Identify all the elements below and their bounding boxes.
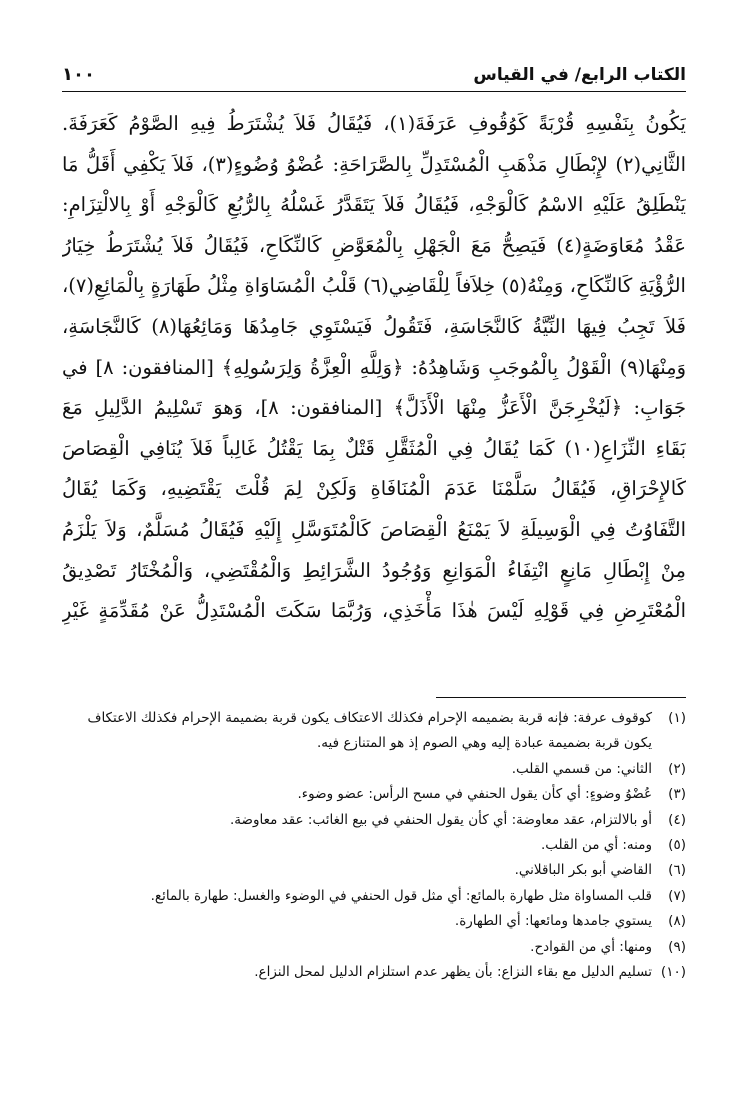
- footnote-number: (٩): [668, 938, 686, 955]
- footnote: [62, 935, 686, 960]
- footnote-text: الثاني: من قسمي القلب.: [511, 760, 652, 777]
- footnote: [62, 706, 686, 757]
- footnote-number: (١): [668, 710, 686, 726]
- text-line: مِنْ إِبْطَالِ مَانِعٍ انْتِفَاءُ الْمَوَانِعِ وَوُجُودُ الشَّرَائِطِ وَالْمُقْتَضِي، وَالْمُخْتَارُ تَصْدِيقُ: [62, 558, 686, 582]
- text-line: التَّفَاوُتُ فِي الْوَسِيلَةِ لاَ يَمْنَعُ الْقِصَاصَ كَالْمُتَوَسَّلِ إِلَيْهِ فَيُقَالُ مُسَلَّمٌ، وَلاَ يَلْزَمُ: [62, 517, 686, 541]
- text-line: الرُّؤْيَةِ كَالنِّكَاحِ، وَمِنْهُ(٥) خِلاَفاً لِلْقَاضِي(٦) قَلْبُ الْمُسَاوَاةِ مِثْلُ طَهَارَةٍ بِالْمَائِعِ(٧)،: [62, 274, 686, 298]
- footnote: [62, 782, 686, 807]
- footnote: [62, 858, 686, 883]
- footnote: [62, 808, 686, 833]
- footnote-text: كوقوف عرفة: فإنه قربة بضميمه الإحرام فكذلك الاعتكاف يكون قربة بضميمة الإحرام فكذلك الاعتكاف يكون قربة بضميمة عبادة إليه وهي الصوم إذ هو المتنازع فيه.: [87, 710, 652, 752]
- text-line: وَمِنْهَا(٩) الْقَوْلُ بِالْمُوجَبِ وَشَاهِدُهُ: ﴿وَلِلَّهِ الْعِزَّةُ وَلِرَسُولِهِ﴾ [المنافقون: ٨] في: [62, 355, 686, 379]
- running-header: [62, 52, 686, 92]
- footnote-number: (٧): [668, 887, 686, 904]
- footnote-number: (٢): [668, 760, 686, 777]
- footnote-text: ومنها: أي من القوادح.: [530, 938, 652, 955]
- text-line: يَنْطَلِقُ عَلَيْهِ الاسْمُ كَالْوَجْهِ، فَيُقَالُ فَلاَ يَتَقَدَّرُ غَسْلُهُ بِالرُّبُعِ كَالْوَجْهِ أَوْ بِالالْتِزَامِ:: [62, 193, 686, 217]
- footnote-text: ومنه: أي من القلب.: [540, 837, 652, 854]
- text-line: يَكُونُ بِنَفْسِهِ قُرْبَةً كَوُقُوفِ عَرَفَةَ(١)، فَيُقَالُ فَلاَ يُشْتَرَطُ فِيهِ الصَّوْمُ كَعَرَفَةَ.: [62, 112, 686, 135]
- text-line: كَالإِحْرَاقِ، فَيُقَالُ سَلَّمْنَا عَدَمَ الْمُنَافَاةِ وَلَكِنْ لِمَ قُلْتَ يَقْتَضِيهِ، وَكَمَا يُقَالُ: [62, 477, 686, 501]
- footnote: [62, 757, 686, 782]
- footnote: [62, 833, 686, 858]
- text-line: عَقْدُ مُعَاوَضَةٍ(٤) فَيَصِحُّ مَعَ الْجَهْلِ بِالْمُعَوَّضِ كَالنِّكَاحِ، فَيُقَالُ فَلاَ يُشْتَرَطُ خِيَارُ: [62, 233, 686, 257]
- footnote: [62, 884, 686, 909]
- footnote-number: (١٠): [660, 964, 686, 981]
- footnote-text: تسليم الدليل مع بقاء النزاع: بأن يظهر عدم استلزام الدليل لمحل النزاع.: [254, 964, 652, 981]
- footnote-number: (٨): [668, 913, 686, 930]
- footnote: [62, 909, 686, 934]
- chapter-title: الكتاب الرابع/ في القياس: [473, 65, 686, 85]
- page-number: ١٠٠: [62, 64, 95, 85]
- footnote-text: عُضْوُ وضوءٍ: أي كأن يقول الحنفي في مسح الرأس: عضو وضوء.: [297, 786, 652, 803]
- text-line: بَقَاءِ النِّزَاعِ(١٠) كَمَا يُقَالُ فِي الْمُثَقَّلِ قَتْلٌ بِمَا يَقْتُلُ غَالِباً فَلاَ يُنَافِي الْقِصَاصَ: [62, 436, 686, 460]
- footnote-separator: [436, 697, 686, 698]
- footnote-text: أو بالالتزام، عقد معاوضة: أي كأن يقول الحنفي في بيع الغائب: عقد معاوضة.: [229, 811, 652, 828]
- text-line: جَوَابِ: ﴿لَيُخْرِجَنَّ الْأَعَزُّ مِنْهَا الْأَذَلَّ﴾ [المنافقون: ٨]، وَهوَ تَسْلِيمُ الدَّلِيلِ مَعَ: [62, 396, 686, 420]
- text-line: الْمُعْتَرِضِ فِي قَوْلِهِ لَيْسَ هٰذَا مَأْخَذِي، وَرُبَّمَا سَكَتَ الْمُسْتَدِلُّ عَنْ مُقَدِّمَةٍ غَيْرِ: [62, 599, 686, 623]
- footnote-number: (٦): [668, 862, 686, 879]
- text-line: الثَّانِي(٢) لإِبْطَالِ مَذْهَبِ الْمُسْتَدِلِّ بِالصَّرَاحَةِ: عُضْوُ وُضُوءٍ(٣)، فَلاَ يَكْفِي أَقَلُّ مَا: [62, 152, 686, 176]
- footnote-number: (٤): [668, 811, 686, 828]
- footnote-text: القاضي أبو بكر الباقلاني.: [514, 862, 652, 879]
- text-line: فَلاَ تَجِبُ فِيهَا النِّيَّةُ كَالنَّجَاسَةِ، فَتَقُولُ فَيَسْتَوِي جَامِدُهَا وَمَائِعُهَا(٨) كَالنَّجَاسَةِ،: [62, 314, 686, 338]
- footnote-number: (٣): [668, 786, 686, 803]
- footnote-number: (٥): [668, 837, 686, 854]
- footnote-text: يستوي جامدها ومائعها: أي الطهارة.: [454, 913, 652, 930]
- footnote-text: قلب المساواة مثل طهارة بالمائع: أي مثل قول الحنفي في الوضوء والغسل: طهارة بالمائع.: [150, 887, 652, 904]
- footnote: [62, 960, 686, 985]
- footnotes: [62, 706, 686, 985]
- main-text: [62, 104, 686, 664]
